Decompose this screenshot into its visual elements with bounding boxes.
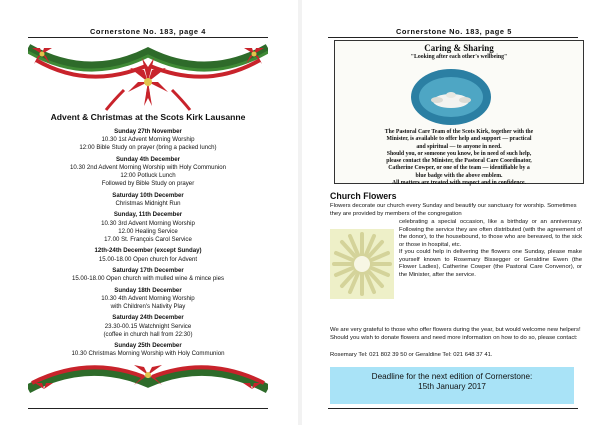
- church-flowers-intro: Flowers decorate our church every Sunday and beautify our sanctuary for worship. Sometimes they are provided by members of the congregation: [330, 203, 577, 217]
- flowers-distribution-text: celebrating a special occasion, like a birthday or an anniversary. Following the service they are often distributed (with the agreement of the donor), to the housebound, to those who are bereaved, to the sick or those in hospital, etc.: [399, 219, 582, 248]
- church-flowers-title: Church Flowers: [330, 191, 397, 201]
- event-line: 23.30-00.15 Watchnight Service: [104, 322, 192, 330]
- left-header-rule: [28, 37, 268, 38]
- event-line: 10.30 Christmas Morning Worship with Holy Communion: [71, 350, 225, 358]
- event-date: Sunday, 11th December: [113, 211, 183, 219]
- event-date: Saturday 24th December: [112, 314, 184, 322]
- event-line: Followed by Bible Study on prayer: [101, 180, 195, 188]
- caring-line: please contact the Minister, the Pastoral Care Coordinator,: [386, 158, 532, 165]
- caring-sharing-box: [334, 40, 584, 187]
- event-line: 17.00 St. François Carol Service: [104, 236, 192, 243]
- left-page-header: Cornerstone No. 183, page 4: [89, 27, 206, 36]
- caring-line: Minister, is available to offer help and support — practical: [386, 136, 532, 143]
- schedule-event: [20, 192, 276, 208]
- event-date: Saturday 17th December: [112, 266, 184, 274]
- event-date: Sunday 25th December: [114, 342, 182, 350]
- church-flowers-details: [399, 219, 582, 279]
- flower-emblem: [330, 229, 394, 299]
- flowers-help-text: If you could help in delivering the flowers one Sunday, please make yourself known to Rosemary Bissegger or Geraldine Ewen (the Flower Ladies), Catherine Cowper (the Pastoral Care Convenor), or the Minister, after the service.: [399, 249, 582, 278]
- event-date: Sunday 4th December: [115, 155, 180, 163]
- event-line: 10.30 2nd Advent Morning Worship with Holy Communion: [69, 164, 227, 171]
- caring-line: All matters are treated with respect and in confidence.: [391, 180, 527, 187]
- pastoral-care-emblem: [409, 67, 493, 127]
- event-line: 12:00 Potluck Lunch: [120, 172, 176, 180]
- page-gutter: [298, 0, 302, 425]
- event-date: Sunday 27th November: [114, 128, 182, 135]
- event-line: 12:00 Bible Study on prayer (bring a packed lunch): [79, 144, 217, 152]
- church-flowers-contacts: Rosemary Tel: 021 802 39 50 or Geraldine Tel: 021 648 37 41.: [330, 352, 493, 358]
- event-date: Saturday 10th December: [112, 191, 184, 199]
- schedule-event: [20, 128, 276, 153]
- caring-line: Catherine Cowper, or one of the team — identifiable by a: [388, 165, 530, 172]
- event-line: 10.30 1st Advent Morning Worship: [101, 136, 195, 144]
- poinsettia-garland-bottom: [28, 353, 268, 403]
- right-footer-rule: [328, 408, 578, 409]
- schedule-event: [20, 314, 276, 339]
- poinsettia-garland-top: [28, 42, 268, 114]
- caring-line: The Pastoral Care Team of the Scots Kirk, together with the: [384, 129, 534, 135]
- right-header-rule: [328, 37, 578, 38]
- event-date: 12th-24th December (except Sunday): [94, 247, 202, 255]
- advent-schedule: [20, 128, 276, 362]
- caring-line: Should you, or someone you know, be in need of such help,: [386, 150, 532, 157]
- deadline-box: [330, 367, 574, 404]
- event-line: with Children's Nativity Play: [110, 302, 186, 310]
- advent-christmas-title: Advent & Christmas at the Scots Kirk Lausanne: [50, 112, 246, 122]
- caring-subtitle: "Looking after each other's wellbeing": [410, 54, 508, 60]
- schedule-event: [20, 211, 276, 244]
- schedule-event: [20, 267, 276, 283]
- deadline-date: 15th January 2017: [418, 382, 486, 391]
- event-line: 10.30 3rd Advent Morning Worship: [101, 219, 195, 227]
- church-flowers-thanks: We are very grateful to those who offer flowers during the year, but would welcome new helpers! Should you wish to donate flowers and need more information on how to do so, please contact:: [330, 327, 581, 341]
- right-page-header: Cornerstone No. 183, page 5: [395, 27, 512, 36]
- event-line: 12.00 Healing Service: [118, 227, 178, 235]
- left-footer-rule: [28, 408, 268, 409]
- event-date: Sunday 18th December: [114, 286, 182, 294]
- event-line: Christmas Midnight Run: [115, 200, 181, 207]
- deadline-line: Deadline for the next edition of Cornerstone:: [371, 372, 533, 381]
- caring-line: blue badge with the above emblem.: [415, 172, 503, 179]
- event-line: (coffee in church hall from 22:30): [103, 330, 193, 338]
- caring-body: [339, 129, 579, 187]
- caring-line: and spiritual — to anyone in need.: [416, 143, 502, 150]
- schedule-event: [20, 287, 276, 312]
- schedule-event: [20, 247, 276, 263]
- event-line: 10.30 4th Advent Morning Worship: [101, 294, 195, 302]
- schedule-event: [20, 156, 276, 189]
- event-line: 15.00-18.00 Open church for Advent: [98, 255, 198, 263]
- event-line: 15.00-18.00 Open church with mulled wine & mince pies: [71, 275, 225, 283]
- caring-title: Caring & Sharing: [424, 43, 494, 53]
